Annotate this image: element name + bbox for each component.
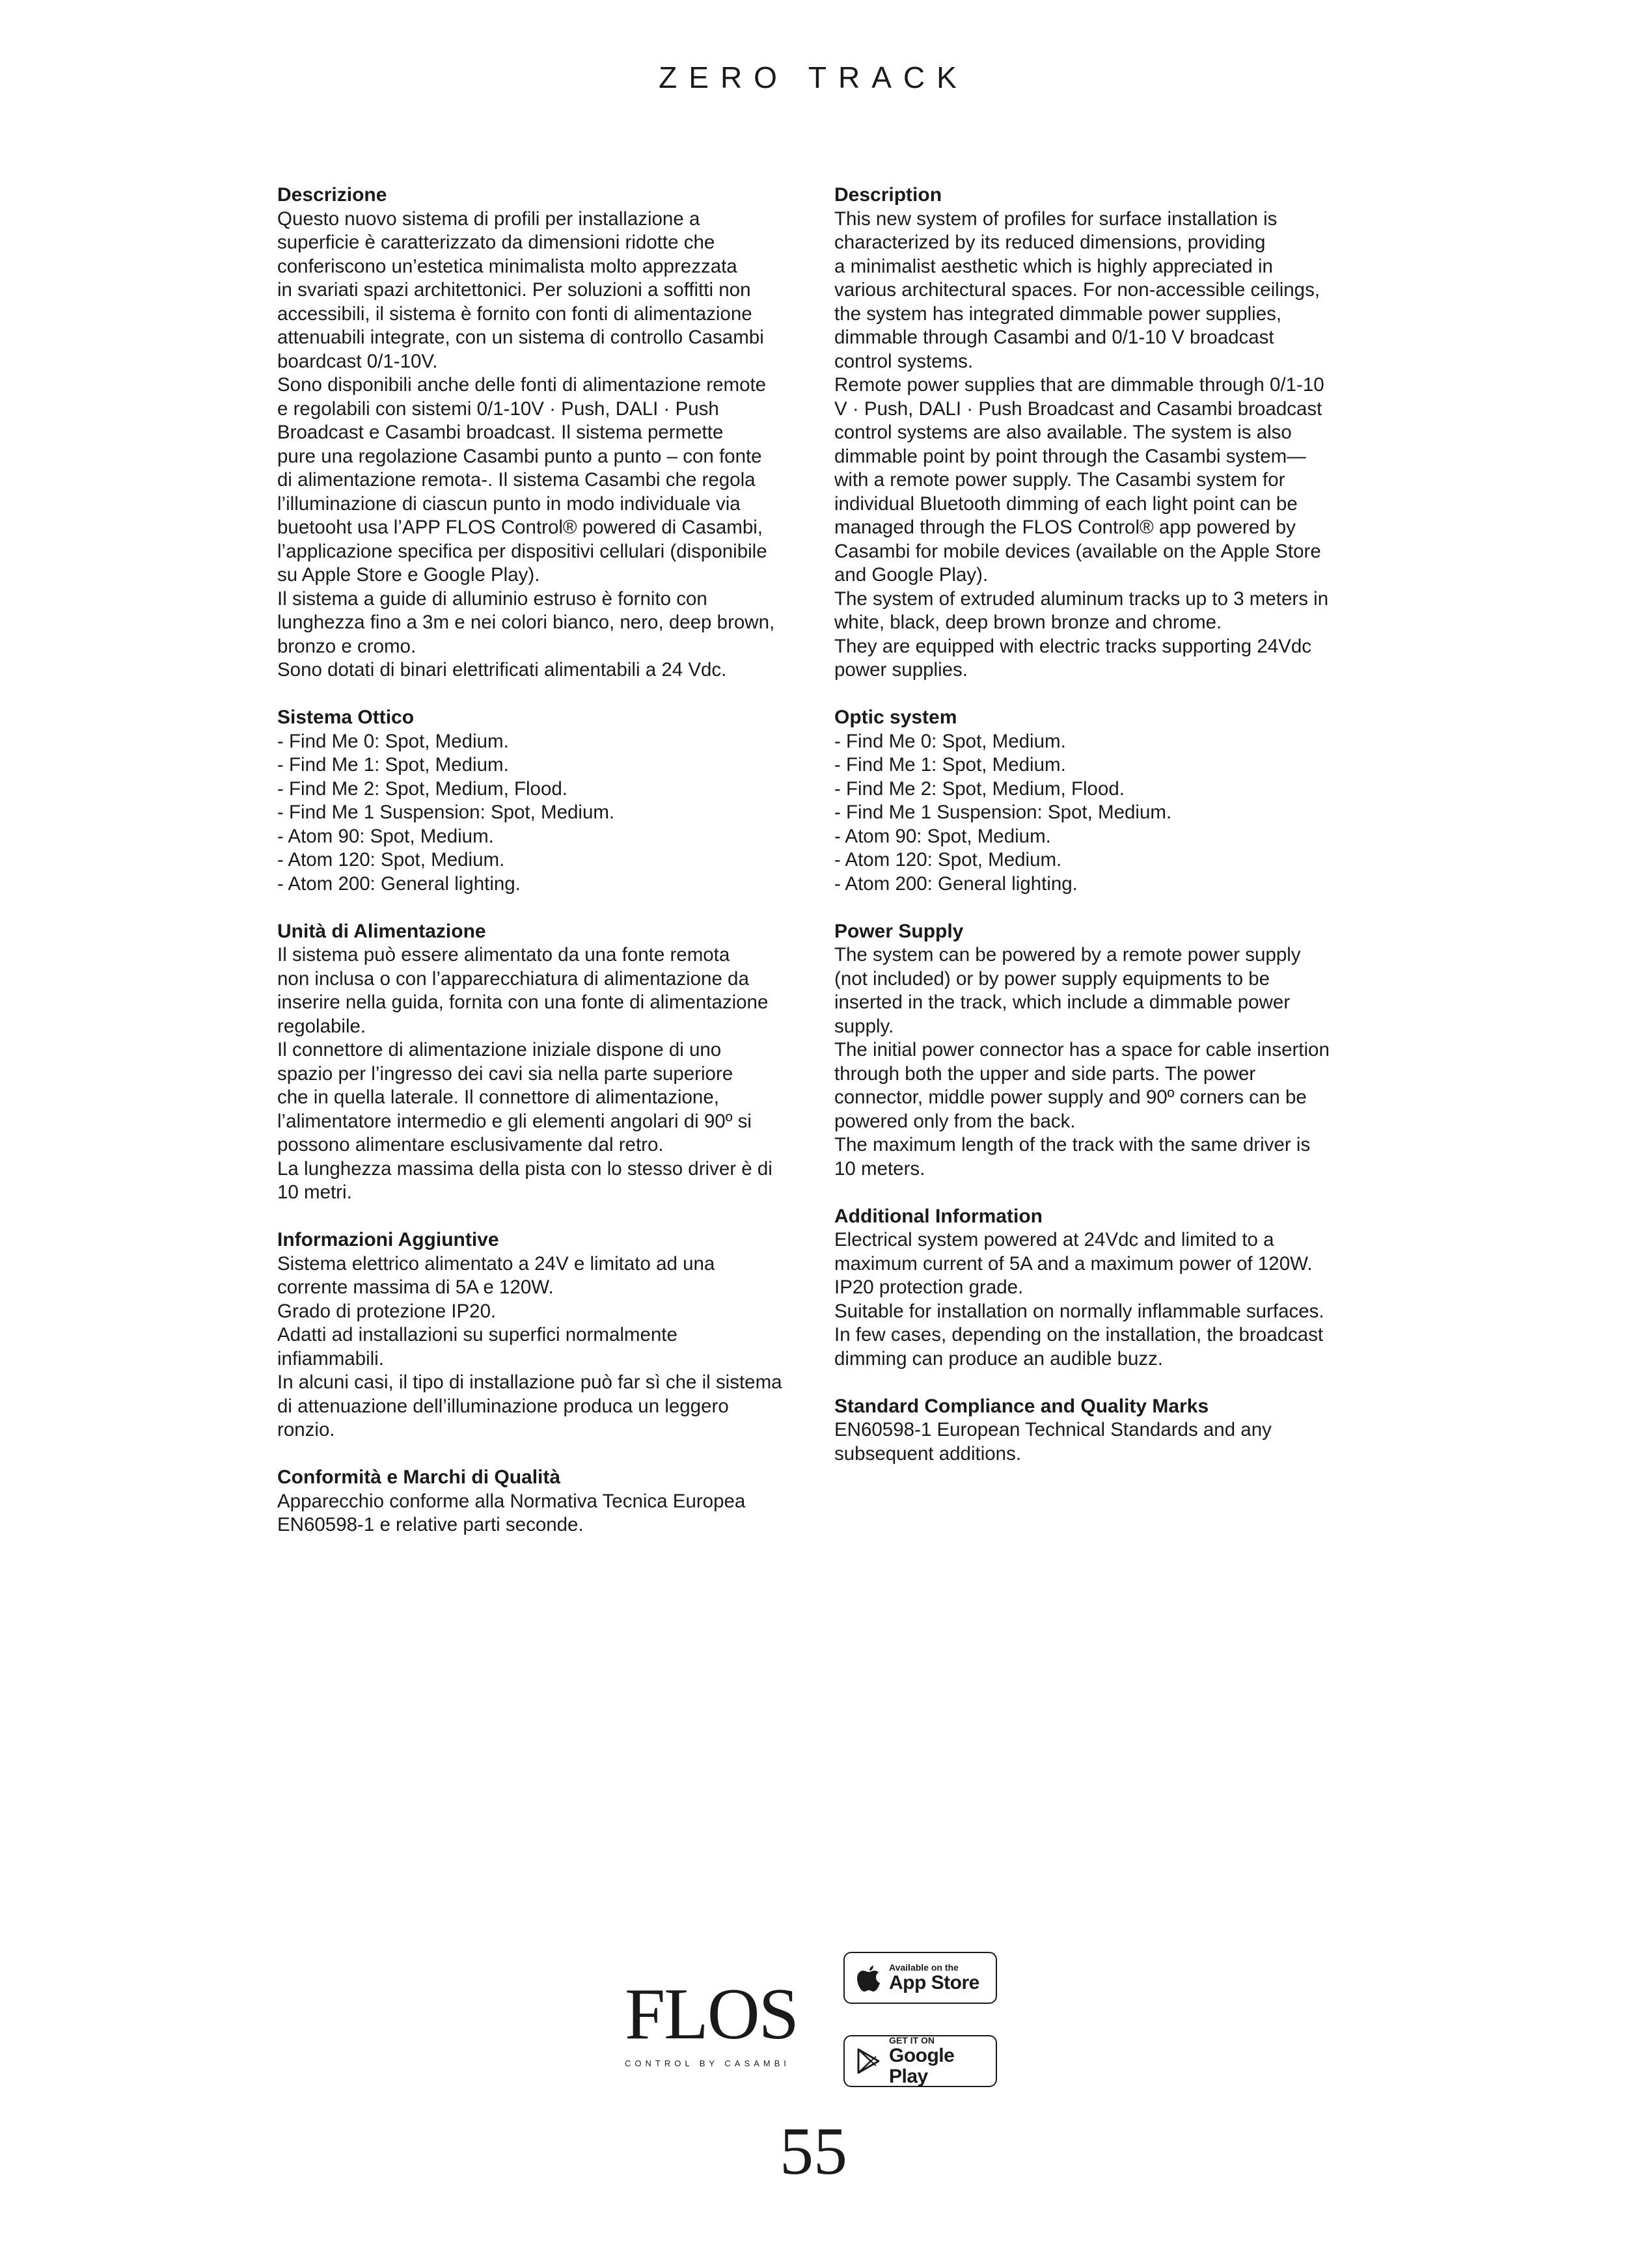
list-item: - Find Me 1: Spot, Medium. [834, 754, 1066, 776]
paragraph: Questo nuovo sistema di profili per installazione a superficie è caratterizzato da dimensioni ridotte che conferiscono un’estetica minimalista molto apprezzata in svariati spazi architettonici. Per soluzioni a soffitti non accessibili, il sistema è fornito con fonti di alimentazione attenuabili integrate, con un sistema di controllo Casambi boardcast 0/1-10V. [277, 208, 764, 372]
section [834, 706, 1355, 896]
list-item: - Find Me 1 Suspension: Spot, Medium. [834, 802, 1172, 823]
paragraph: EN60598-1 European Technical Standards and any subsequent additions. [834, 1419, 1272, 1465]
section [277, 1228, 798, 1442]
paragraph: La lunghezza massima della pista con lo stesso driver è di 10 metri. [277, 1157, 772, 1203]
section-heading: Power Supply [834, 920, 964, 942]
english-column [834, 183, 1355, 1490]
paragraph: Sono dotati di binari elettrificati alimentabili a 24 Vdc. [277, 659, 727, 681]
app-store-label: App Store [889, 1972, 979, 1993]
section [834, 920, 1355, 1181]
app-store-small-text: Available on the [889, 1962, 959, 1973]
list-item: - Find Me 1 Suspension: Spot, Medium. [277, 802, 615, 823]
section-heading: Unità di Alimentazione [277, 920, 486, 942]
google-play-label: Google Play [889, 2045, 955, 2087]
list-item: - Find Me 1: Spot, Medium. [277, 754, 509, 776]
paragraph: Adatti ad installazioni su superfici normalmente infiammabili. [277, 1324, 677, 1370]
paragraph: Electrical system powered at 24Vdc and limited to a maximum current of 5A and a maximum power of 120W. [834, 1229, 1313, 1275]
section-heading: Descrizione [277, 184, 387, 206]
paragraph: The system of extruded aluminum tracks up to 3 meters in white, black, deep brown bronze and chrome. [834, 587, 1329, 633]
app-store-badge[interactable] [843, 1952, 997, 2004]
section [277, 920, 798, 1205]
list-item: - Atom 120: Spot, Medium. [277, 849, 505, 871]
paragraph: Il sistema a guide di alluminio estruso è fornito con lunghezza fino a 3m e nei colori bianco, nero, deep brown, bronzo e cromo. [277, 587, 775, 657]
paragraph: Il connettore di alimentazione iniziale dispone di uno spazio per l’ingresso dei cavi sia nella parte superiore che in quella laterale. Il connettore di alimentazione, l’alimentatore intermedio e gli elementi angolari di 90º si possono alimentare esclusivamente dal retro. [277, 1039, 752, 1155]
section [277, 706, 798, 896]
list-item: - Find Me 2: Spot, Medium, Flood. [834, 777, 1125, 800]
google-play-icon [856, 2047, 881, 2075]
list-item: - Atom 200: General lighting. [277, 872, 521, 895]
paragraph: Grado di protezione IP20. [277, 1300, 497, 1322]
paragraph: The system can be powered by a remote power supply (not included) or by power supply equipments to be inserted in the track, which include a dimmable power supply. [834, 944, 1301, 1037]
italian-column [277, 183, 798, 1561]
section-heading: Informazioni Aggiuntive [277, 1229, 499, 1250]
list-item: - Find Me 0: Spot, Medium. [834, 730, 1066, 752]
paragraph: Il sistema può essere alimentato da una fonte remota non inclusa o con l’apparecchiatura di alimentazione da inserire nella guida, fornita con una fonte di alimentazione regolabile. [277, 944, 769, 1037]
paragraph: Sono disponibili anche delle fonti di alimentazione remote e regolabili con sistemi 0/1-10V · Push, DALI · Push Broadcast e Casambi broadcast. Il sistema permette pure una regolazione Casambi punto a punto – con fonte di alimentazione remota-. Il sistema Casambi che regola l’illuminazione di ciascun punto in modo individuale via buetooht usa l’APP FLOS Control® powered di Casambi, l’applicazione specifica per dispositivi cellulari (disponibile su Apple Store e Google Play). [277, 374, 767, 586]
section-heading: Additional Information [834, 1205, 1043, 1227]
logo-wordmark: FLOS [625, 1974, 798, 2055]
paragraph: Sistema elettrico alimentato a 24V e limitato ad una corrente massima di 5A e 120W. [277, 1252, 715, 1298]
section [834, 183, 1355, 682]
section-heading: Sistema Ottico [277, 707, 415, 728]
paragraph: In few cases, depending on the installation, the broadcast dimming can produce an audible buzz. [834, 1324, 1324, 1370]
logo-subtitle: CONTROL BY CASAMBI [625, 2059, 790, 2068]
section-heading: Description [834, 184, 942, 206]
paragraph: The maximum length of the track with the same driver is 10 meters. [834, 1134, 1311, 1180]
page-title: ZERO TRACK [659, 61, 968, 94]
paragraph: The initial power connector has a space for cable insertion through both the upper and side parts. The power connector, middle power supply and 90º corners can be powered only from the back. [834, 1039, 1330, 1132]
list-item: - Find Me 2: Spot, Medium, Flood. [277, 777, 567, 800]
paragraph: Apparecchio conforme alla Normativa Tecnica Europea EN60598-1 e relative parti seconde. [277, 1490, 746, 1535]
section [834, 1395, 1355, 1466]
section [277, 1466, 798, 1537]
paragraph: Remote power supplies that are dimmable through 0/1-10 V · Push, DALI · Push Broadcast and Casambi broadcast control systems are also available. The system is also dimmable point by point through the Casambi system— with a remote power supply. The Casambi system for individual Bluetooth dimming of each light point can be managed through the FLOS Control® app powered by Casambi for mobile devices (available on the Apple Store and Google Play). [834, 374, 1324, 586]
flos-logo [625, 1974, 798, 2068]
paragraph: This new system of profiles for surface installation is characterized by its reduced dimensions, providing a minimalist aesthetic which is highly appreciated in various architectural spaces. For non-accessible ceilings, the system has integrated dimmable power supplies, dimmable through Casambi and 0/1-10 V broadcast control systems. [834, 208, 1320, 372]
section [277, 183, 798, 682]
list-item: - Atom 90: Spot, Medium. [277, 825, 494, 847]
section-heading: Conformità e Marchi di Qualità [277, 1466, 561, 1488]
paragraph: IP20 protection grade. [834, 1276, 1024, 1298]
google-play-small-text: GET IT ON [889, 2035, 935, 2045]
list-item: - Atom 90: Spot, Medium. [834, 825, 1051, 847]
section-heading: Standard Compliance and Quality Marks [834, 1395, 1209, 1417]
paragraph: In alcuni casi, il tipo di installazione può far sì che il sistema di attenuazione dell’illuminazione produca un leggero ronzio. [277, 1371, 782, 1440]
apple-icon [856, 1963, 881, 1993]
paragraph: Suitable for installation on normally inflammable surfaces. [834, 1300, 1324, 1322]
list-item: - Find Me 0: Spot, Medium. [277, 730, 509, 752]
list-item: - Atom 120: Spot, Medium. [834, 849, 1062, 871]
page-number: 55 [780, 2114, 847, 2189]
list-item: - Atom 200: General lighting. [834, 872, 1078, 895]
section [834, 1205, 1355, 1371]
paragraph: They are equipped with electric tracks supporting 24Vdc power supplies. [834, 635, 1311, 681]
section-heading: Optic system [834, 707, 957, 728]
google-play-badge[interactable] [843, 2035, 997, 2087]
